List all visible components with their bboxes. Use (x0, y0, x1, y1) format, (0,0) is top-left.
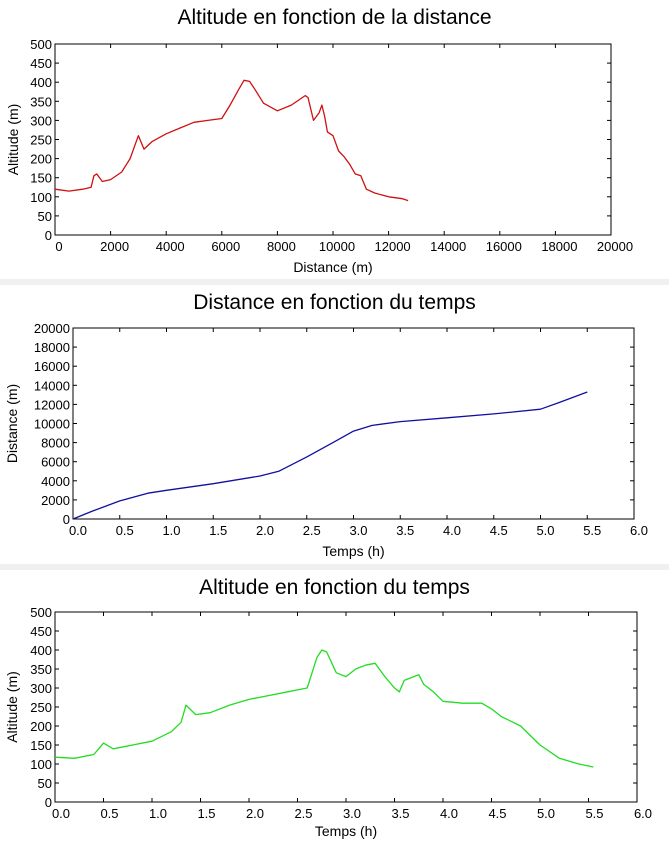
y-tick-label: 150 (30, 738, 52, 753)
y-tick-label: 250 (30, 132, 52, 148)
x-axis-label: Temps (h) (322, 543, 385, 559)
y-tick-label: 500 (30, 605, 52, 620)
x-tick-label: 0 (55, 239, 63, 254)
y-axis-label: Distance (m) (4, 383, 20, 464)
chart-altitude-distance (0, 0, 669, 279)
y-tick-label: 300 (30, 113, 52, 129)
x-tick-label: 5.5 (583, 523, 602, 538)
x-tick-label: 2.5 (302, 523, 321, 538)
x-tick-label: 4.5 (488, 806, 507, 821)
plot-area (73, 328, 634, 519)
y-tick-label: 350 (30, 94, 52, 110)
y-tick-label: 8000 (41, 435, 70, 451)
x-tick-label: 10000 (318, 239, 356, 254)
x-tick-label: 0.5 (100, 806, 119, 821)
x-tick-label: 5.5 (585, 806, 604, 821)
x-tick-label: 1.5 (197, 806, 216, 821)
chart-distance-time (0, 285, 669, 564)
x-tick-label: 5.0 (536, 523, 555, 538)
y-tick-label: 150 (30, 170, 52, 186)
y-tick-label: 400 (30, 643, 52, 658)
y-tick-label: 18000 (33, 340, 70, 356)
y-tick-label: 14000 (33, 378, 70, 394)
x-tick-label: 2000 (100, 239, 130, 254)
y-tick-label: 250 (30, 700, 52, 715)
y-tick-label: 300 (30, 681, 52, 696)
y-tick-label: 100 (30, 189, 52, 205)
y-tick-label: 4000 (41, 473, 70, 489)
x-tick-label: 6.0 (633, 806, 653, 821)
x-tick-label: 18000 (541, 239, 578, 254)
x-tick-label: 2.0 (245, 806, 265, 821)
x-tick-label: 5.0 (536, 806, 556, 821)
y-tick-label: 350 (30, 662, 52, 677)
x-tick-label: 4.0 (439, 806, 459, 821)
y-tick-label: 10000 (33, 416, 70, 432)
chart-altitude-time (0, 570, 669, 844)
x-tick-label: 3.0 (349, 523, 368, 538)
x-tick-label: 3.0 (342, 806, 362, 821)
x-axis-label: Temps (h) (314, 823, 378, 839)
x-tick-label: 2.5 (294, 806, 313, 821)
x-tick-label: 0.5 (115, 523, 134, 538)
x-axis-label: Distance (m) (293, 259, 373, 275)
x-tick-label: 1.0 (162, 523, 181, 538)
y-tick-label: 50 (37, 776, 52, 791)
y-tick-label: 0 (44, 795, 52, 810)
plot-area (55, 44, 611, 235)
chart-panel-altitude-distance (0, 0, 669, 279)
x-tick-label: 16000 (485, 239, 522, 254)
y-tick-label: 6000 (41, 454, 70, 470)
y-tick-label: 500 (30, 37, 52, 52)
x-tick-label: 3.5 (391, 806, 410, 821)
y-tick-label: 20000 (33, 321, 70, 336)
y-axis-label: Altitude (m) (5, 103, 21, 176)
x-tick-label: 3.5 (396, 523, 415, 538)
y-tick-label: 12000 (33, 397, 70, 413)
y-tick-label: 200 (30, 719, 52, 734)
plot-area (55, 612, 637, 802)
x-tick-label: 1.5 (209, 523, 228, 538)
chart-panel-distance-time (0, 285, 669, 564)
x-tick-label: 1.0 (148, 806, 168, 821)
x-tick-label: 4.5 (489, 523, 508, 538)
y-tick-label: 0 (62, 512, 70, 527)
chart-title: Altitude en fonction de la distance (177, 6, 492, 29)
y-tick-label: 16000 (33, 359, 70, 375)
y-tick-label: 450 (30, 624, 52, 639)
y-tick-label: 50 (37, 208, 52, 224)
x-tick-label: 6000 (211, 239, 241, 254)
y-tick-label: 0 (44, 228, 52, 243)
chart-title: Distance en fonction du temps (193, 291, 476, 314)
x-tick-label: 6.0 (629, 523, 649, 538)
y-axis-label: Altitude (m) (4, 671, 20, 743)
x-tick-label: 20000 (596, 239, 634, 254)
x-tick-label: 4000 (155, 239, 185, 254)
chart-panel-altitude-time (0, 570, 669, 844)
y-tick-label: 2000 (41, 492, 70, 508)
x-tick-label: 0.0 (68, 523, 88, 538)
y-tick-label: 450 (30, 56, 52, 72)
y-tick-label: 200 (30, 151, 52, 167)
x-tick-label: 8000 (266, 239, 296, 254)
x-tick-label: 12000 (374, 239, 411, 254)
x-tick-label: 2.0 (255, 523, 275, 538)
chart-title: Altitude en fonction du temps (199, 576, 470, 599)
x-tick-label: 14000 (430, 239, 467, 254)
y-tick-label: 400 (30, 75, 52, 91)
x-tick-label: 0.0 (51, 806, 71, 821)
x-tick-label: 4.0 (442, 523, 462, 538)
y-tick-label: 100 (30, 757, 52, 772)
